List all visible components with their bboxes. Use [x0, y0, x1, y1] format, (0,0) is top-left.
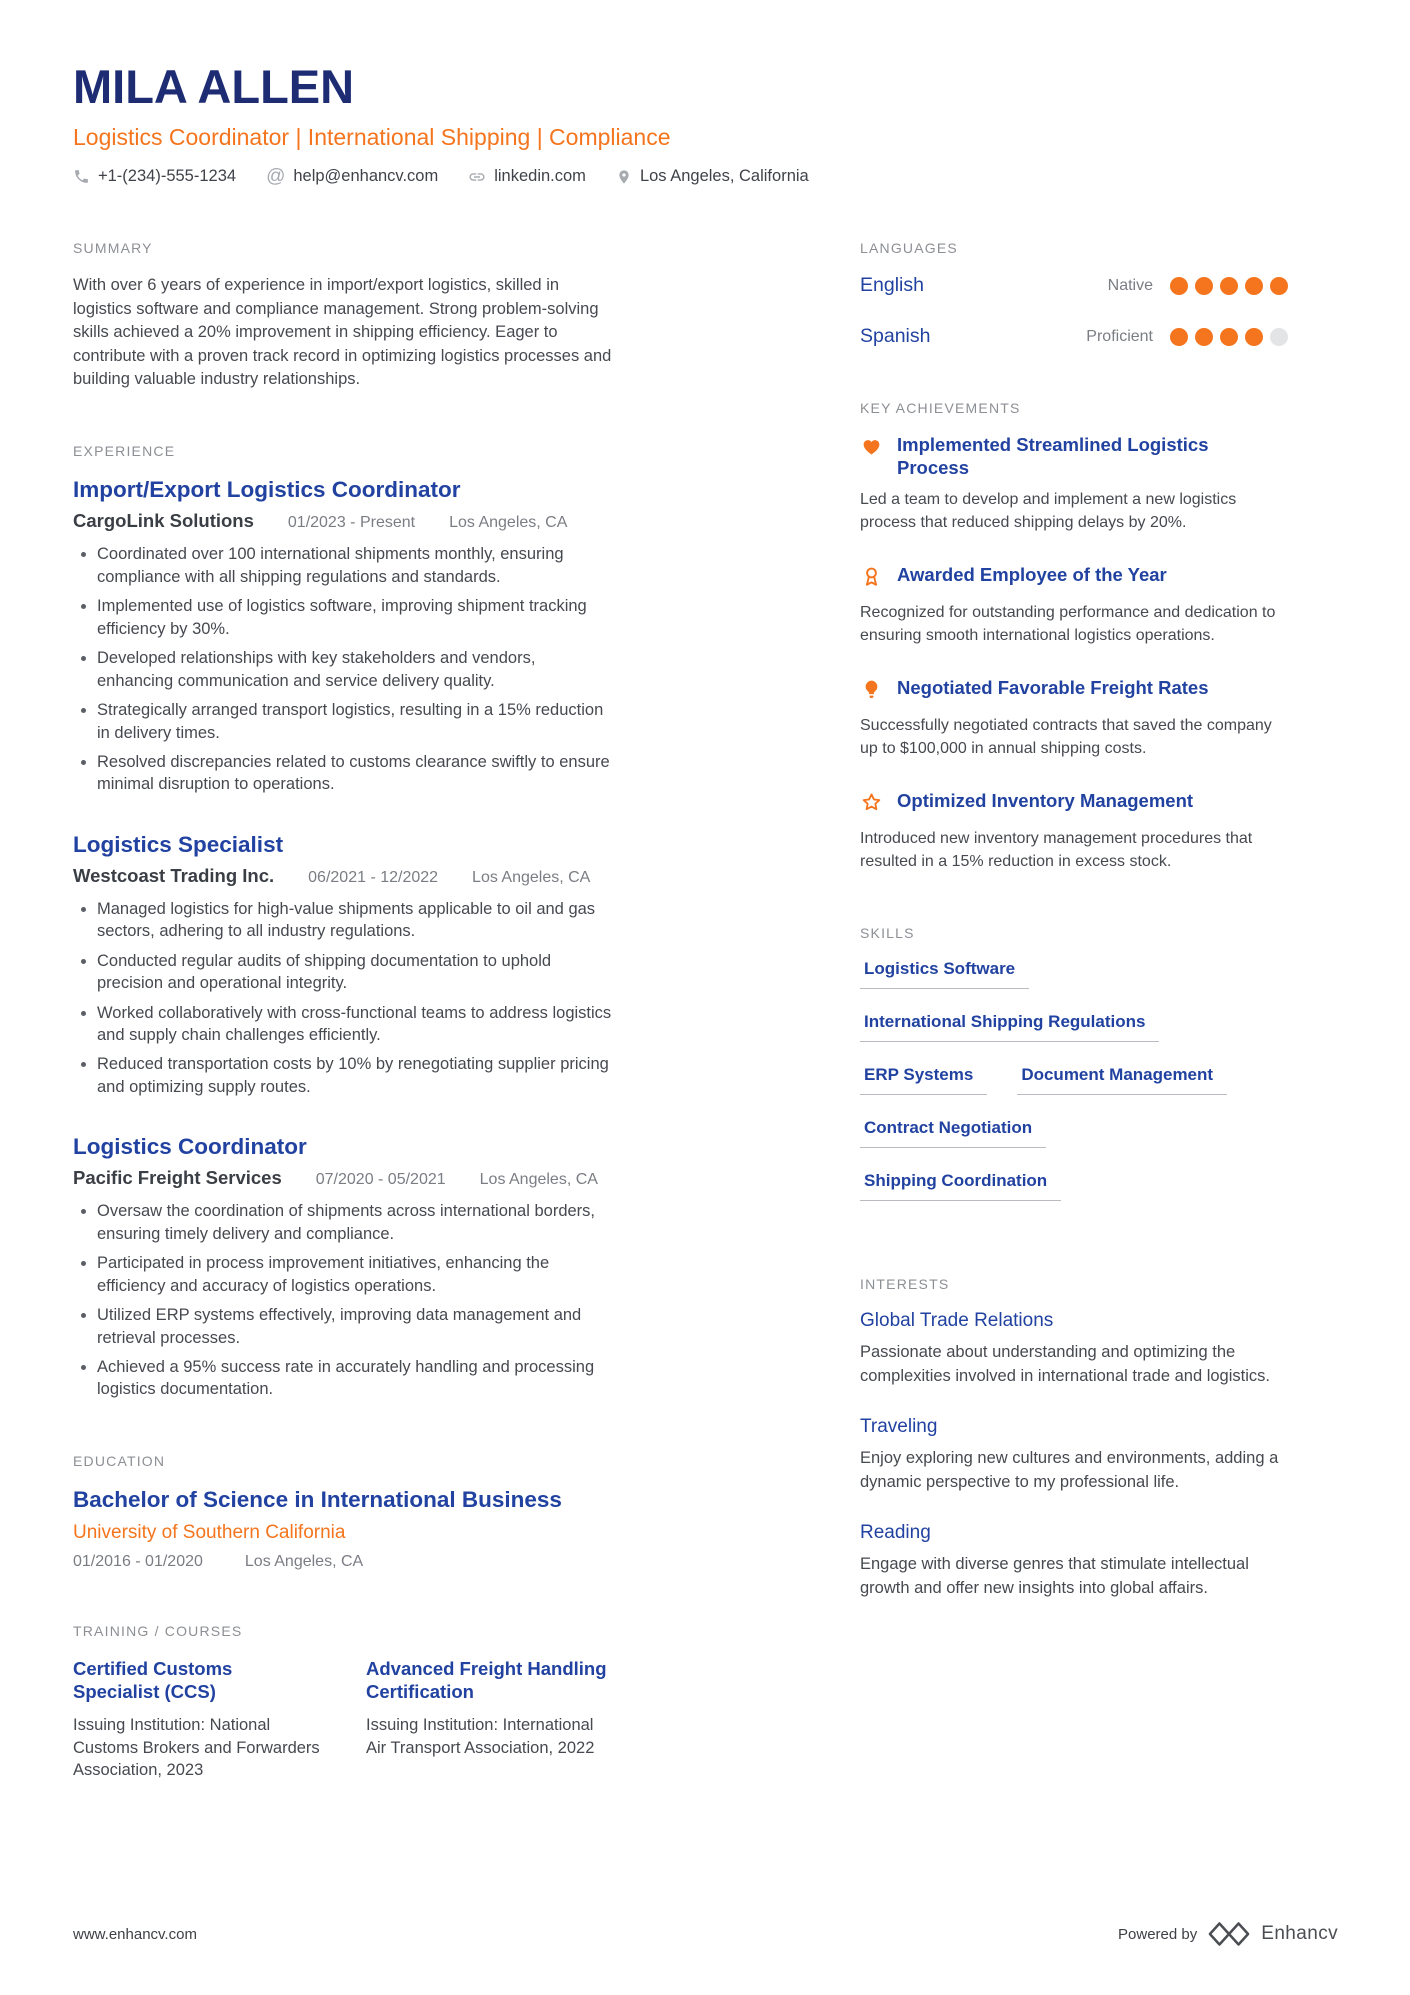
bullet-item: • Implemented use of logistics software, improving shipment tracking efficiency by 30%. — [97, 595, 613, 640]
languages-label: LANGUAGES — [860, 240, 958, 257]
course-title: Advanced Freight Handling Certification — [366, 1657, 607, 1702]
experience-label: EXPERIENCE — [73, 443, 176, 460]
bullet-item: • Achieved a 95% success rate in accurately handling and processing logistics documentation. — [97, 1356, 613, 1401]
language-item — [860, 325, 1288, 348]
experience-item — [73, 832, 613, 1099]
achievement-title: Optimized Inventory Management — [897, 790, 1194, 812]
bullet-item: • Managed logistics for high-value shipments applicable to oil and gas sectors, adhering to all industry regulations. — [97, 898, 613, 943]
link-icon — [468, 168, 486, 186]
achievement-title: Negotiated Favorable Freight Rates — [897, 677, 1209, 699]
interests-label: INTERESTS — [860, 1276, 950, 1293]
proficiency-dot — [1195, 328, 1213, 346]
right-column — [860, 240, 1288, 1833]
achievement-text: Led a team to develop and implement a new logistics process that reduced shipping delays by 20%. — [860, 491, 1237, 532]
proficiency-dot — [1270, 328, 1288, 346]
interest-item — [860, 1310, 1288, 1388]
footer-site-link[interactable]: www.enhancv.com — [73, 1925, 197, 1943]
interests-section — [860, 1276, 1288, 1600]
powered-by — [1118, 1921, 1338, 1947]
skill-tag: ERP Systems — [860, 1065, 987, 1095]
course-title: Certified Customs Specialist (CCS) — [73, 1657, 233, 1702]
course-item — [366, 1657, 613, 1782]
page-footer — [73, 1921, 1338, 1947]
contact-link-text[interactable]: linkedin.com — [494, 167, 586, 186]
job-title: Import/Export Logistics Coordinator — [73, 477, 461, 503]
candidate-name: MILA ALLEN — [73, 60, 355, 113]
language-name: English — [860, 274, 924, 297]
contact-location — [616, 167, 809, 186]
job-title: Logistics Coordinator — [73, 1134, 307, 1160]
bullet-item: • Utilized ERP systems effectively, improving data management and retrieval processes. — [97, 1304, 613, 1349]
proficiency-dot — [1220, 277, 1238, 295]
achievements-label: KEY ACHIEVEMENTS — [860, 400, 1021, 417]
job-dates: 07/2020 - 05/2021 — [315, 1171, 446, 1189]
company-name: Pacific Freight Services — [73, 1167, 282, 1189]
achievement-text: Successfully negotiated contracts that saved the company up to $100,000 in annual shipping costs. — [860, 717, 1272, 758]
achievement-head — [860, 677, 1288, 706]
languages-section — [860, 240, 1288, 348]
star-icon — [860, 790, 897, 819]
proficiency-dot — [1270, 277, 1288, 295]
contact-location-text: Los Angeles, California — [639, 167, 809, 186]
interest-text: Enjoy exploring new cultures and environments, adding a dynamic perspective to my professional life. — [860, 1449, 1279, 1491]
bullet-item: • Participated in process improvement initiatives, enhancing the efficiency and accuracy of logistics operations. — [97, 1252, 613, 1297]
job-dates: 06/2021 - 12/2022 — [308, 868, 439, 886]
education-section — [73, 1453, 613, 1571]
language-item — [860, 274, 1288, 297]
summary-section — [73, 240, 613, 391]
contact-link[interactable] — [468, 167, 586, 186]
experience-item — [73, 1134, 613, 1401]
job-meta — [73, 865, 613, 887]
achievement-item — [860, 564, 1288, 647]
powered-by-label: Powered by — [1118, 1925, 1198, 1943]
achievement-text: Introduced new inventory management procedures that resulted in a 15% reduction in excess stock. — [860, 830, 1253, 871]
company-name: CargoLink Solutions — [73, 510, 254, 532]
contact-phone-text: +1-(234)-555-1234 — [98, 167, 237, 186]
language-level: Proficient — [1086, 327, 1153, 345]
job-meta — [73, 1167, 613, 1189]
education-meta — [73, 1553, 613, 1571]
achievement-item — [860, 677, 1288, 760]
interest-text: Passionate about understanding and optimizing the complexities involved in international trade and logistics. — [860, 1343, 1270, 1385]
training-section — [73, 1623, 613, 1782]
interest-title: Traveling — [860, 1416, 938, 1438]
language-name: Spanish — [860, 325, 931, 348]
bullet-item: • Oversaw the coordination of shipments across international borders, ensuring timely delivery and compliance. — [97, 1200, 613, 1245]
resume-header — [73, 62, 1338, 186]
experience-item — [73, 477, 613, 795]
proficiency-dot — [1195, 277, 1213, 295]
course-institution: Issuing Institution: National Customs Brokers and Forwarders Association, 2023 — [73, 1716, 320, 1779]
contact-row — [73, 167, 1338, 186]
interest-item — [860, 1416, 1288, 1494]
bullet-item: • Strategically arranged transport logistics, resulting in a 15% reduction in delivery times. — [97, 699, 613, 744]
job-bullets — [73, 543, 613, 795]
skill-tag: Contract Negotiation — [860, 1118, 1046, 1148]
course-institution: Issuing Institution: International Air Transport Association, 2022 — [366, 1716, 595, 1757]
location-pin-icon — [616, 169, 632, 185]
left-column — [73, 240, 613, 1833]
language-level: Native — [1107, 276, 1153, 294]
skills-section — [860, 925, 1288, 1224]
training-label: TRAINING / COURSES — [73, 1622, 243, 1639]
course-item — [73, 1657, 320, 1782]
skill-tag: Document Management — [1017, 1065, 1227, 1095]
achievement-item — [860, 434, 1288, 534]
company-name: Westcoast Trading Inc. — [73, 864, 275, 886]
proficiency-dot — [1170, 277, 1188, 295]
contact-email-text[interactable]: help@enhancv.com — [293, 167, 439, 186]
education-location: Los Angeles, CA — [244, 1552, 364, 1570]
skill-tag: Shipping Coordination — [860, 1171, 1061, 1201]
achievement-title: Awarded Employee of the Year — [897, 564, 1167, 586]
bullet-item: • Worked collaboratively with cross-functional teams to address logistics and supply chain challenges efficiently. — [97, 1002, 613, 1047]
job-headline: Logistics Coordinator | International Shipping | Compliance — [73, 124, 671, 151]
school-name: University of Southern California — [73, 1521, 346, 1543]
contact-email[interactable] — [266, 167, 438, 186]
heart-icon — [860, 434, 897, 480]
job-bullets — [73, 898, 613, 1099]
achievements-section — [860, 400, 1288, 873]
bullet-item: • Developed relationships with key stakeholders and vendors, enhancing communication and service delivery quality. — [97, 647, 613, 692]
proficiency-dot — [1220, 328, 1238, 346]
job-dates: 01/2023 - Present — [287, 514, 416, 532]
skills-list — [860, 959, 1266, 1224]
language-proficiency-dots — [1170, 328, 1288, 346]
bullet-item: • Conducted regular audits of shipping documentation to uphold precision and operational integrity. — [97, 950, 613, 995]
achievement-head — [860, 564, 1288, 593]
degree-title: Bachelor of Science in International Business — [73, 1486, 562, 1512]
job-meta — [73, 510, 613, 532]
lightbulb-icon — [860, 677, 897, 706]
bullet-item: • Reduced transportation costs by 10% by renegotiating supplier pricing and optimizing supply routes. — [97, 1053, 613, 1098]
achievement-title: Implemented Streamlined Logistics Process — [897, 434, 1209, 479]
achievement-head — [860, 790, 1288, 819]
proficiency-dot — [1170, 328, 1188, 346]
bullet-item: • Coordinated over 100 international shipments monthly, ensuring compliance with all shipping regulations and standards. — [97, 543, 613, 588]
bullet-item: • Resolved discrepancies related to customs clearance swiftly to ensure minimal disruption to operations. — [97, 751, 613, 796]
interest-title: Global Trade Relations — [860, 1310, 1054, 1332]
job-location: Los Angeles, CA — [449, 514, 568, 532]
job-bullets — [73, 1200, 613, 1401]
contact-phone — [73, 167, 236, 186]
skill-tag: Logistics Software — [860, 959, 1029, 989]
summary-text: With over 6 years of experience in import/export logistics, skilled in logistics software and compliance management. Strong problem-solving skills achieved a 20% improvement in shipping efficiency. Eager to contribute with a proven track record in optimizing logistics processes and building valuable industry relationships. — [73, 276, 612, 389]
brand-name: Enhancv — [1261, 1923, 1338, 1944]
skill-tag: International Shipping Regulations — [860, 1012, 1159, 1042]
medal-icon — [860, 564, 897, 593]
achievement-text: Recognized for outstanding performance and dedication to ensuring smooth international logistics operations. — [860, 604, 1276, 645]
job-location: Los Angeles, CA — [472, 868, 591, 886]
language-proficiency-dots — [1170, 277, 1288, 295]
achievement-item — [860, 790, 1288, 873]
interest-text: Engage with diverse genres that stimulate intellectual growth and offer new insights into global affairs. — [860, 1555, 1249, 1597]
experience-section — [73, 443, 613, 1400]
job-location: Los Angeles, CA — [479, 1171, 598, 1189]
proficiency-dot — [1245, 328, 1263, 346]
enhancv-logo-icon — [1208, 1921, 1250, 1947]
courses-grid — [73, 1657, 613, 1782]
summary-label: SUMMARY — [73, 240, 153, 257]
interest-title: Reading — [860, 1522, 931, 1544]
phone-icon — [73, 168, 90, 185]
job-title: Logistics Specialist — [73, 831, 284, 857]
interest-item — [860, 1522, 1288, 1600]
education-label: EDUCATION — [73, 1452, 166, 1469]
skills-label: SKILLS — [860, 925, 915, 942]
achievement-head — [860, 434, 1288, 480]
education-dates: 01/2016 - 01/2020 — [73, 1552, 203, 1570]
proficiency-dot — [1245, 277, 1263, 295]
at-icon: @ — [266, 166, 286, 188]
columns — [73, 240, 1338, 1833]
